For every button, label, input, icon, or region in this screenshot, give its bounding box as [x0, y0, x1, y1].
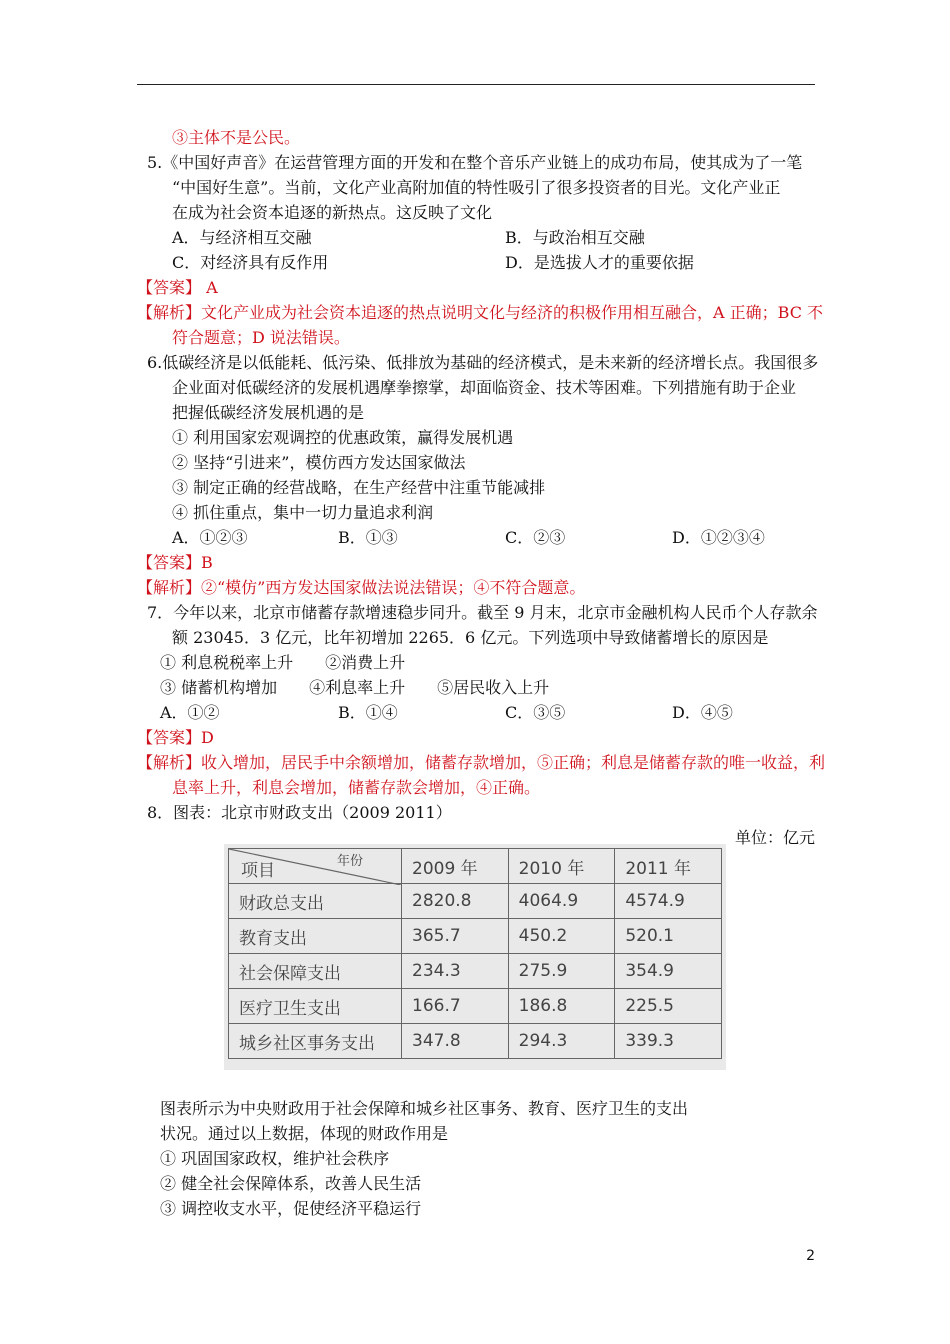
q7-stem-1: 7．今年以来，北京市储蓄存款增速稳步同升。截至 9 月末，北京市金融机构人民币个人存款余	[147, 603, 818, 622]
table-cell: 234.3	[402, 954, 509, 989]
q7-answer: 【答案】D	[137, 728, 214, 747]
q7-option-c: C．③⑤	[505, 703, 566, 722]
year-header: 2009 年	[402, 849, 509, 884]
table-cell: 166.7	[402, 989, 509, 1024]
q8-desc-1: 图表所示为中央财政用于社会保障和城乡社区事务、教育、医疗卫生的支出	[160, 1099, 689, 1118]
table-cell: 450.2	[508, 919, 615, 954]
q6-stem-3: 把握低碳经济发展机遇的是	[172, 403, 365, 422]
table-cell: 365.7	[402, 919, 509, 954]
table-cell: 339.3	[615, 1024, 722, 1059]
q7-analysis-1: 【解析】收入增加，居民手中余额增加，储蓄存款增加，⑤正确；利息是储蓄存款的唯一收益，利	[137, 753, 826, 772]
row-label: 教育支出	[229, 919, 402, 954]
q6-answer: 【答案】B	[137, 553, 213, 572]
q7-stem-2: 额 23045．3 亿元，比年初增加 2265．6 亿元。下列选项中导致储蓄增长的原因是	[172, 628, 769, 647]
table-cell: 294.3	[508, 1024, 615, 1059]
q8-item-3: ③ 调控收支水平，促使经济平稳运行	[160, 1199, 422, 1218]
q5-stem-3: 在成为社会资本追逐的新热点。这反映了文化	[172, 203, 493, 222]
table-cell: 225.5	[615, 989, 722, 1024]
table-cell: 275.9	[508, 954, 615, 989]
q6-stem-2: 企业面对低碳经济的发展机遇摩拳擦掌，却面临资金、技术等困难。下列措施有助于企业	[172, 378, 797, 397]
table-unit: 单位：亿元	[734, 828, 815, 847]
q5-stem-1: 5.《中国好声音》在运营管理方面的开发和在整个音乐产业链上的成功布局，使其成为了一笔	[147, 153, 803, 172]
table-cell: 2820.8	[402, 884, 509, 919]
table-row	[229, 919, 722, 954]
table-cell: 186.8	[508, 989, 615, 1024]
q5-analysis-2: 符合题意；D 说法错误。	[172, 328, 350, 347]
q6-option-d: D．①②③④	[672, 528, 765, 547]
q6-option-a: A．①②③	[172, 528, 248, 547]
q8-stem: 8．图表：北京市财政支出（2009 2011）	[147, 803, 452, 822]
q7-analysis-2: 息率上升，利息会增加，储蓄存款会增加，④正确。	[172, 778, 541, 797]
q5-option-c: C．对经济具有反作用	[172, 253, 329, 272]
q8-item-2: ② 健全社会保障体系，改善人民生活	[160, 1174, 422, 1193]
table-row	[229, 1024, 722, 1059]
table-row	[229, 989, 722, 1024]
q6-analysis: 【解析】②“模仿”西方发达国家做法说法错误；④不符合题意。	[137, 578, 586, 597]
table-cell: 4064.9	[508, 884, 615, 919]
page-number: 2	[806, 1248, 815, 1264]
q6-item-3: ③ 制定正确的经营战略，在生产经营中注重节能减排	[172, 478, 546, 497]
q6-stem-1: 6.低碳经济是以低能耗、低污染、低排放为基础的经济模式，是未来新的经济增长点。我国很多	[147, 353, 819, 372]
q6-option-c: C．②③	[505, 528, 566, 547]
q7-option-b: B．①④	[338, 703, 398, 722]
table-row	[229, 884, 722, 919]
q8-desc-2: 状况。通过以上数据，体现的财政作用是	[160, 1124, 449, 1143]
q7-option-d: D．④⑤	[672, 703, 733, 722]
q5-stem-2: “中国好生意”。当前，文化产业高附加值的特性吸引了很多投资者的目光。文化产业正	[172, 178, 781, 197]
q5-option-a: A．与经济相互交融	[172, 228, 312, 247]
q4-analysis-end: ③主体不是公民。	[172, 128, 301, 147]
q6-option-b: B．①③	[338, 528, 398, 547]
corner-item-label: 项目	[241, 861, 275, 881]
table-cell: 354.9	[615, 954, 722, 989]
q7-items-2: ③ 储蓄机构增加 ④利息率上升 ⑤居民收入上升	[160, 678, 550, 697]
q5-option-b: B．与政治相互交融	[505, 228, 645, 247]
header-rule	[137, 84, 815, 85]
year-header: 2011 年	[615, 849, 722, 884]
expenditure-table	[228, 848, 722, 1059]
table-cell: 4574.9	[615, 884, 722, 919]
q5-answer: 【答案】 A	[137, 278, 218, 297]
row-label: 医疗卫生支出	[229, 989, 402, 1024]
table-corner-cell	[229, 849, 402, 884]
row-label: 城乡社区事务支出	[229, 1024, 402, 1059]
row-label: 社会保障支出	[229, 954, 402, 989]
table-row	[229, 954, 722, 989]
q5-option-d: D．是选拔人才的重要依据	[505, 253, 694, 272]
row-label: 财政总支出	[229, 884, 402, 919]
table-cell: 520.1	[615, 919, 722, 954]
corner-year-label: 年份	[336, 854, 363, 869]
q5-analysis-1: 【解析】文化产业成为社会资本追逐的热点说明文化与经济的积极作用相互融合，A 正确；BC 不	[137, 303, 824, 322]
q7-option-a: A．①②	[160, 703, 220, 722]
q6-item-4: ④ 抓住重点，集中一切力量追求利润	[172, 503, 434, 522]
year-header: 2010 年	[508, 849, 615, 884]
table-cell: 347.8	[402, 1024, 509, 1059]
expenditure-table-image	[224, 844, 726, 1070]
q6-item-2: ② 坚持“引进来”，模仿西方发达国家做法	[172, 453, 466, 472]
q8-item-1: ① 巩固国家政权，维护社会秩序	[160, 1149, 390, 1168]
q6-item-1: ① 利用国家宏观调控的优惠政策，赢得发展机遇	[172, 428, 514, 447]
table-header-row	[229, 849, 722, 884]
q7-items-1: ① 利息税税率上升 ②消费上升	[160, 653, 406, 672]
